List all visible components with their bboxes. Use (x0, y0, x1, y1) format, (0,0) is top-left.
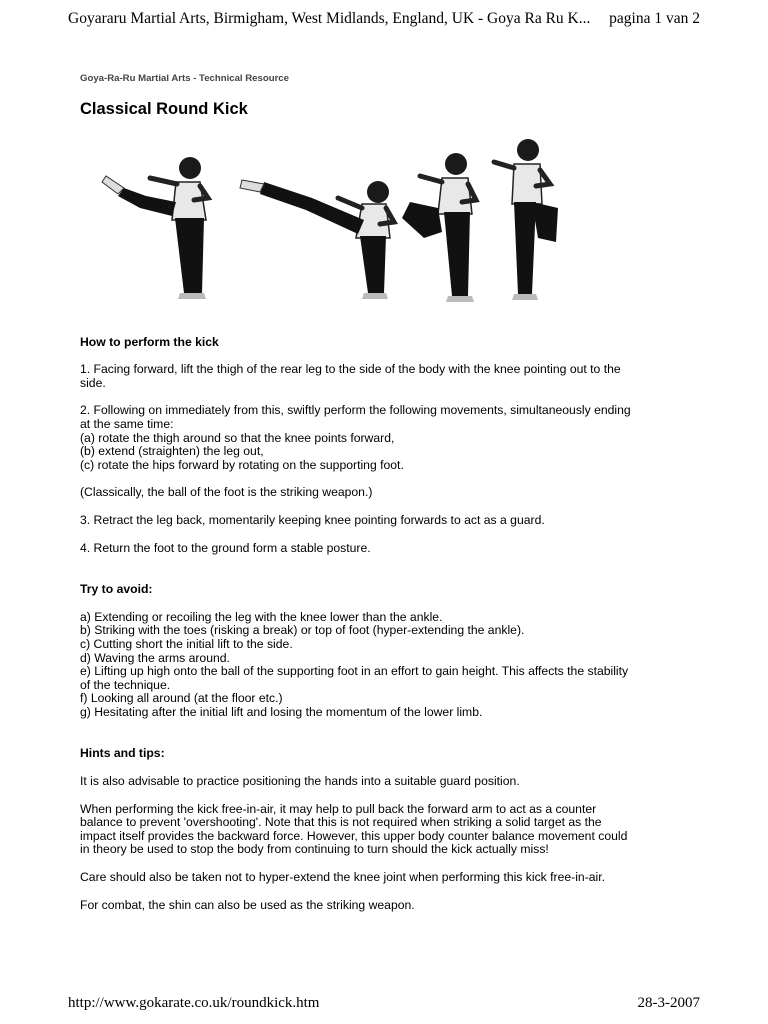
step-4: 4. Return the foot to the ground form a stable posture. (80, 540, 371, 555)
print-date: 28-3-2007 (637, 995, 700, 1011)
page-url: http://www.gokarate.co.uk/roundkick.htm (68, 995, 320, 1011)
list-item: f) Looking all around (at the floor etc.) (80, 691, 283, 706)
hint-3: Care should also be taken not to hyper-extend the knee joint when performing this kick free-in-air. (80, 870, 606, 885)
kick-figure-4 (494, 139, 558, 300)
kick-figure-1 (102, 157, 208, 299)
hint-2: When performing the kick free-in-air, it may help to pull back the forward arm to act as a counter balance to prevent 'overshooting'. Note that this is not required when striking a solid target as the impact itself provides the backward force. However, this upper body counter balance movement could in theory be used to stop the body from continuing to turn should the kick actually miss! (80, 801, 628, 857)
avoid-list (80, 611, 640, 720)
step-1: 1. Facing forward, lift the thigh of the rear leg to the side of the body with the knee pointing out to the side. (80, 362, 621, 390)
list-item: a) Extending or recoiling the leg with the knee lower than the ankle. (80, 609, 443, 624)
kick-figure-2 (240, 180, 394, 299)
step-2-sub-b: (b) extend (straighten) the leg out, (80, 444, 264, 459)
hint-4: For combat, the shin can also be used as the striking weapon. (80, 897, 415, 912)
page-title: Classical Round Kick (80, 99, 248, 118)
martial-artist-kick-sequence-figures (80, 138, 570, 306)
page-indicator: pagina 1 van 2 (609, 10, 700, 27)
step-2-intro: 2. Following on immediately from this, swiftly perform the following movements, simultaneously ending at the same time: (80, 403, 631, 431)
site-label: Goya-Ra-Ru Martial Arts - Technical Resource (80, 73, 289, 84)
avoid-heading: Try to avoid: (80, 582, 153, 597)
list-item: e) Lifting up high onto the ball of the supporting foot in an effort to gain height. This affects the stability of the technique. (80, 664, 629, 692)
article (80, 72, 640, 926)
step-3: 3. Retract the leg back, momentarily keeping knee pointing forwards to act as a guard. (80, 512, 545, 527)
striking-weapon-note: (Classically, the ball of the foot is the striking weapon.) (80, 485, 373, 500)
list-item: b) Striking with the toes (risking a break) or top of foot (hyper-extending the ankle). (80, 623, 525, 638)
step-2-sub-a: (a) rotate the thigh around so that the knee points forward, (80, 430, 395, 445)
list-item: c) Cutting short the initial lift to the side. (80, 636, 293, 651)
step-2-sub-c: (c) rotate the hips forward by rotating on the supporting foot. (80, 457, 404, 472)
hint-1: It is also advisable to practice positioning the hands into a suitable guard position. (80, 774, 520, 789)
hints-heading: Hints and tips: (80, 746, 165, 761)
print-header-title: Goyararu Martial Arts, Birmigham, West Midlands, England, UK - Goya Ra Ru K... (68, 10, 591, 27)
print-footer (68, 995, 700, 1012)
kick-sequence-illustration (80, 138, 570, 306)
how-to-heading: How to perform the kick (80, 334, 219, 349)
list-item: g) Hesitating after the initial lift and losing the momentum of the lower limb. (80, 704, 483, 719)
print-header (68, 10, 700, 28)
list-item: d) Waving the arms around. (80, 650, 230, 665)
kick-figure-3 (402, 153, 476, 302)
step-2 (80, 404, 640, 472)
